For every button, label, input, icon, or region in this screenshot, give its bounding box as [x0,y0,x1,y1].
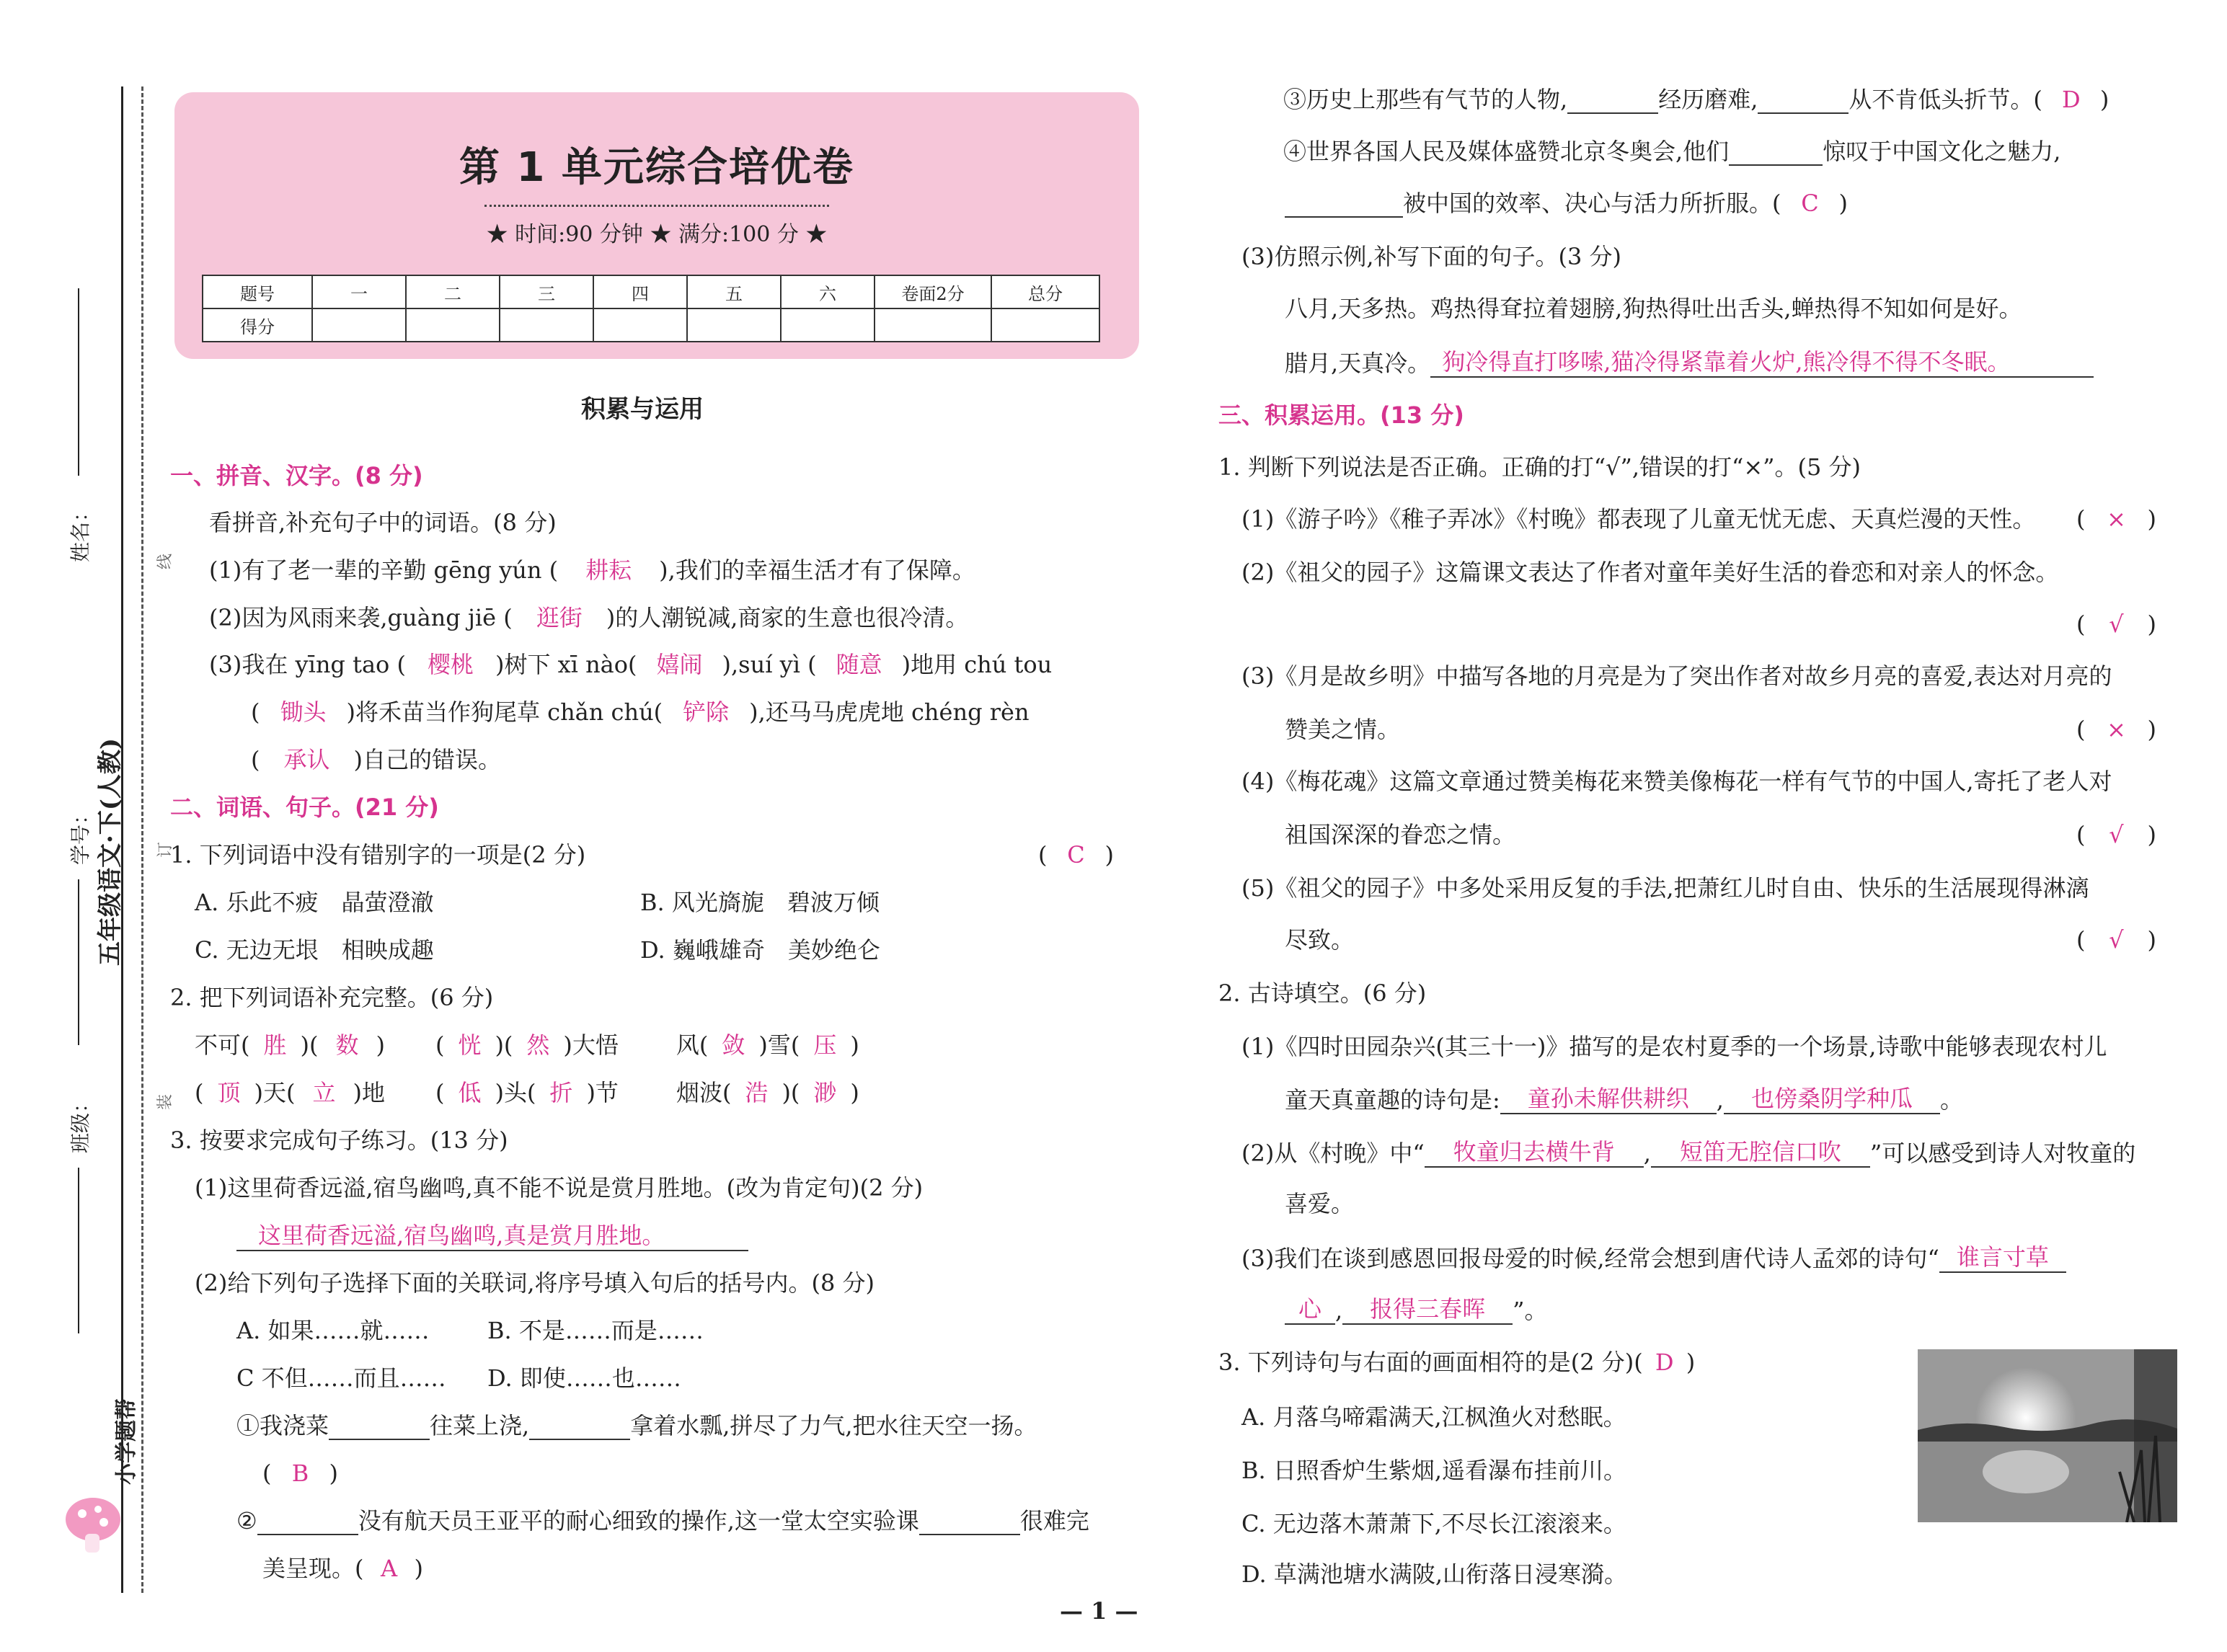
option: C. 无边落木萧萧下,不尽长江滚滚来。 [1241,1510,1626,1537]
option: B. 风光旖旎 碧波万倾 [640,889,880,916]
s2-question-3-2: (2)给下列句子选择下面的关联词,将序号填入句后的括号内。(8 分) [195,1269,875,1297]
answer-text: 逛街 [536,604,583,631]
blank[interactable] [1729,164,1823,166]
answer-text: 心 [1285,1294,1335,1325]
judge-answer-1: ( × ) [2076,505,2156,533]
score-cell[interactable] [406,308,500,342]
judge-item-1: (1)《游子吟》《稚子弄冰》《村晚》都表现了儿童无忧无虑、天真烂漫的天性。 [1241,505,2036,533]
answer-text: 承认 [283,746,330,773]
judge-item-5-cont: 尽致。 [1285,926,1355,954]
table-cell: 一 [312,275,406,308]
answer-text: 随意 [836,651,882,678]
answer-text: 樱桃 [427,651,474,678]
answer-text: 谁言寸草 [1939,1243,2066,1273]
s2-question-2: 2. 把下列词语补充完整。(6 分) [170,984,494,1011]
blank[interactable] [1758,112,1849,114]
poem-item-3-cont: 心 , 报得三春晖 ”。 [1285,1294,1548,1325]
answer-text: 敛 [722,1031,745,1059]
s1-question-1: (1)有了老一辈的辛勤 gēng yún ( 耕耘 ),我们的幸福生活才有了保障。 [209,556,975,584]
exam-meta: ★ 时间:90 分钟 ★ 满分:100 分 ★ [486,222,828,247]
table-cell: 题号 [203,275,312,308]
option: B. 日照香炉生紫烟,遥看瀑布挂前川。 [1241,1457,1627,1484]
answer-text: 嬉闹 [656,651,703,678]
id-underline [78,879,79,1045]
score-cell[interactable] [875,308,991,342]
s2-question-3-2-b: ② 没有航天员王亚平的耐心细致的操作,这一堂太空实验课 很难完 [236,1507,1089,1535]
answer-text: 这里荷香远溢,宿鸟幽鸣,真是赏月胜地。 [236,1221,748,1251]
option: B. 不是……而是…… [487,1317,704,1344]
s1-question-3-cont: ( 锄头 )将禾苗当作狗尾草 chǎn chú( 铲除 ),还马马虎虎地 chéng rèn [251,698,1030,726]
answer-text: 锄头 [280,698,327,726]
answer-text: D [2062,86,2081,113]
blank[interactable] [1567,112,1658,114]
s1-question-3-end: ( 承认 )自己的错误。 [251,746,501,773]
score-table-header-row [203,275,1099,308]
answer-text: 低 [458,1079,482,1106]
s2-question-3-2-a-answer: ( B ) [262,1460,338,1487]
judge-item-2: (2)《祖父的园子》这篇课文表达了作者对童年美好生活的眷恋和对亲人的怀念。 [1241,559,2059,586]
judge-item-4: (4)《梅花魂》这篇文章通过赞美梅花来赞美像梅花一样有气节的中国人,寄托了老人对 [1241,768,2112,795]
answer-text: 数 [335,1031,359,1059]
option: C. 无边无垠 相映成趣 [195,936,434,964]
option: A. 乐此不疲 晶萤澄澈 [195,889,434,916]
score-cell[interactable] [991,308,1099,342]
idiom-row-2: ( 顶 )天( 立 )地 ( 低 )头( 折 )节 烟波( 浩 )( 渺 ) [195,1079,859,1106]
option: C 不但……而且…… [236,1364,446,1392]
s2-question-1: 1. 下列词语中没有错别字的一项是(2 分) [170,841,586,869]
score-cell[interactable] [500,308,593,342]
s3-question-3: 3. 下列诗句与右面的画面相符的是(2 分)( D ) [1218,1349,1696,1376]
sunset-pond-photo [1918,1349,2177,1522]
answer-text: C [1801,190,1819,217]
s3-question-2: 2. 古诗填空。(6 分) [1218,980,1427,1007]
table-cell: 总分 [991,275,1099,308]
judge-item-3-cont: 赞美之情。 [1285,716,1401,743]
name-label: 姓名： [68,501,92,562]
section-heading: 积累与运用 [581,395,704,424]
answer-text: D [1655,1349,1674,1376]
r-question-4: ④世界各国人民及媒体盛赞北京冬奥会,他们 惊叹于中国文化之魅力, [1283,138,2061,165]
s2-question-3: 3. 按要求完成句子练习。(13 分) [170,1127,508,1154]
table-cell: 二 [406,275,500,308]
title-divider [484,205,829,207]
cut-mark-bind: 订 [156,841,174,858]
r-part-3-title: (3)仿照示例,补写下面的句子。(3 分) [1241,243,1622,270]
judge-answer-5: ( √ ) [2076,926,2156,954]
answer-text: 浩 [745,1079,769,1106]
answer-text: 渺 [813,1079,837,1106]
judge-item-3: (3)《月是故乡明》中描写各地的月亮是为了突出作者对故乡月亮的喜爱,表达对月亮的 [1241,662,2112,690]
blank[interactable] [257,1534,358,1535]
r-part-3-example: 八月,天多热。鸡热得耷拉着翅膀,狗热得吐出舌头,蝉热得不知如何是好。 [1285,295,2022,322]
score-cell[interactable] [593,308,687,342]
table-cell: 四 [593,275,687,308]
binding-dashed-line [141,86,143,1593]
answer-text: 折 [549,1079,573,1106]
answer-text: 恍 [458,1031,482,1059]
score-cell[interactable] [312,308,406,342]
answer-text: 牧童归去横牛背 [1425,1137,1644,1168]
binding-margin [0,0,174,1652]
blank[interactable] [529,1439,630,1440]
cut-mark-line: 线 [156,553,174,569]
score-table [202,275,1100,342]
option: A. 月落乌啼霜满天,江枫渔火对愁眠。 [1241,1403,1626,1431]
header-box [174,92,1139,359]
answer-text: 耕耘 [585,556,632,584]
s2-question-3-2-b-cont: 美呈现。( A ) [262,1555,423,1582]
answer-text: 报得三春晖 [1342,1294,1513,1325]
poem-item-1-cont: 童天真童趣的诗句是: 童孙未解供耕织 , 也傍桑阴学种瓜 。 [1285,1085,1963,1114]
answer-text: 压 [813,1031,837,1059]
score-cell[interactable] [687,308,781,342]
judge-item-4-cont: 祖国深深的眷恋之情。 [1285,821,1516,848]
mushroom-logo-icon [61,1492,125,1557]
blank[interactable] [919,1534,1020,1535]
answer-text: 短笛无腔信口吹 [1651,1137,1870,1168]
s1-intro: 看拼音,补充句子中的词语。(8 分) [209,509,557,536]
answer-text: 胜 [263,1031,287,1059]
s2-question-3-1: (1)这里荷香远溢,宿鸟幽鸣,真不能不说是赏月胜地。(改为肯定句)(2 分) [195,1174,924,1202]
section-3-title: 三、积累运用。(13 分) [1218,401,1464,429]
answer-text: 顶 [217,1079,241,1106]
score-table-score-row [203,308,1099,342]
section-1-title: 一、拼音、汉字。(8 分) [170,462,423,489]
judge-answer-2: ( √ ) [2076,610,2156,638]
table-cell: 卷面2分 [875,275,991,308]
section-2-title: 二、词语、句子。(21 分) [170,794,439,821]
page-number: — 1 — [1060,1597,1138,1625]
option: D. 草满池塘水满陂,山衔落日浸寒漪。 [1241,1560,1628,1588]
table-cell: 六 [781,275,875,308]
table-cell: 得分 [203,308,312,342]
sunset-scene-icon [1918,1349,2177,1522]
poem-item-1: (1)《四时田园杂兴(其三十一)》描写的是农村夏季的一个场景,诗歌中能够表现农村儿 [1241,1033,2107,1060]
judge-answer-4: ( √ ) [2076,821,2156,848]
judge-answer-3: ( × ) [2076,716,2156,743]
r-question-3: ③历史上那些有气节的人物, 经历磨难, 从不肯低头折节。( D ) [1283,86,2109,113]
cut-mark-fold: 装 [156,1093,174,1110]
r-question-4-cont: 被中国的效率、决心与活力所折服。( C ) [1285,189,1848,218]
option: A. 如果……就…… [236,1317,430,1344]
s2-question-3-1-answer [236,1221,748,1251]
judge-item-5: (5)《祖父的园子》中多处采用反复的手法,把萧红儿时自由、快乐的生活展现得淋漓 [1241,874,2089,902]
idiom-row-1: 不可( 胜 )( 数 ) ( 恍 )( 然 )大悟 风( 敛 )雪( 压 ) [195,1031,859,1059]
r-part-3-question: 腊月,天真冷。 狗冷得直打哆嗦,猫冷得紧靠着火炉,熊冷得不得不冬眠。 [1285,347,2094,378]
brand-label: 小学题帮 [114,1398,139,1485]
answer-text: 童孙未解供耕织 [1500,1084,1717,1114]
grade-label: 五年级语文·下(人教) [96,737,125,966]
page-title: 第 1 单元综合培优卷 [459,144,854,191]
s3-question-1: 1. 判断下列说法是否正确。正确的打“√”,错误的打“×”。(5 分) [1218,453,1861,481]
poem-item-2: (2)从《村晚》中“ 牧童归去横牛背 , 短笛无腔信口吹 ”可以感受到诗人对牧童的 [1241,1138,2136,1167]
answer-text: 然 [526,1031,550,1059]
option: D. 巍峨雄奇 美妙绝仑 [640,936,880,964]
class-label: 班级： [68,1092,92,1153]
class-underline [78,1168,79,1333]
answer-text: 也傍桑阴学种瓜 [1724,1084,1940,1114]
s1-question-3: (3)我在 yīng tao ( 樱桃 )树下 xī nào( 嬉闹 ),suí yì ( 随意 )地用 chú tou [209,651,1053,678]
poem-item-3: (3)我们在谈到感恩回报母爱的时候,经常会想到唐代诗人孟郊的诗句“ 谁言寸草 [1241,1243,2066,1273]
id-label: 学号： [68,804,92,865]
answer-text: 狗冷得直打哆嗦,猫冷得紧靠着火炉,熊冷得不得不冬眠。 [1430,347,2094,378]
blank[interactable] [329,1439,430,1440]
answer-text: 铲除 [683,698,730,726]
s1-question-2: (2)因为风雨来袭,guàng jiē ( 逛街 )的人潮锐减,商家的生意也很冷清。 [209,604,969,631]
blank[interactable] [1285,216,1403,218]
answer-text: 立 [312,1079,336,1106]
s2-question-3-2-a: ①我浇菜 往菜上浇, 拿着水瓢,拼尽了力气,把水往天空一扬。 [236,1412,1037,1439]
name-underline [78,288,79,476]
table-cell: 五 [687,275,781,308]
answer-text: A [380,1555,398,1582]
s2-question-1-answer: ( C ) [1038,841,1114,869]
score-cell[interactable] [781,308,875,342]
table-cell: 三 [500,275,593,308]
poem-item-2-cont: 喜爱。 [1285,1190,1355,1217]
option: D. 即使……也…… [487,1364,681,1392]
